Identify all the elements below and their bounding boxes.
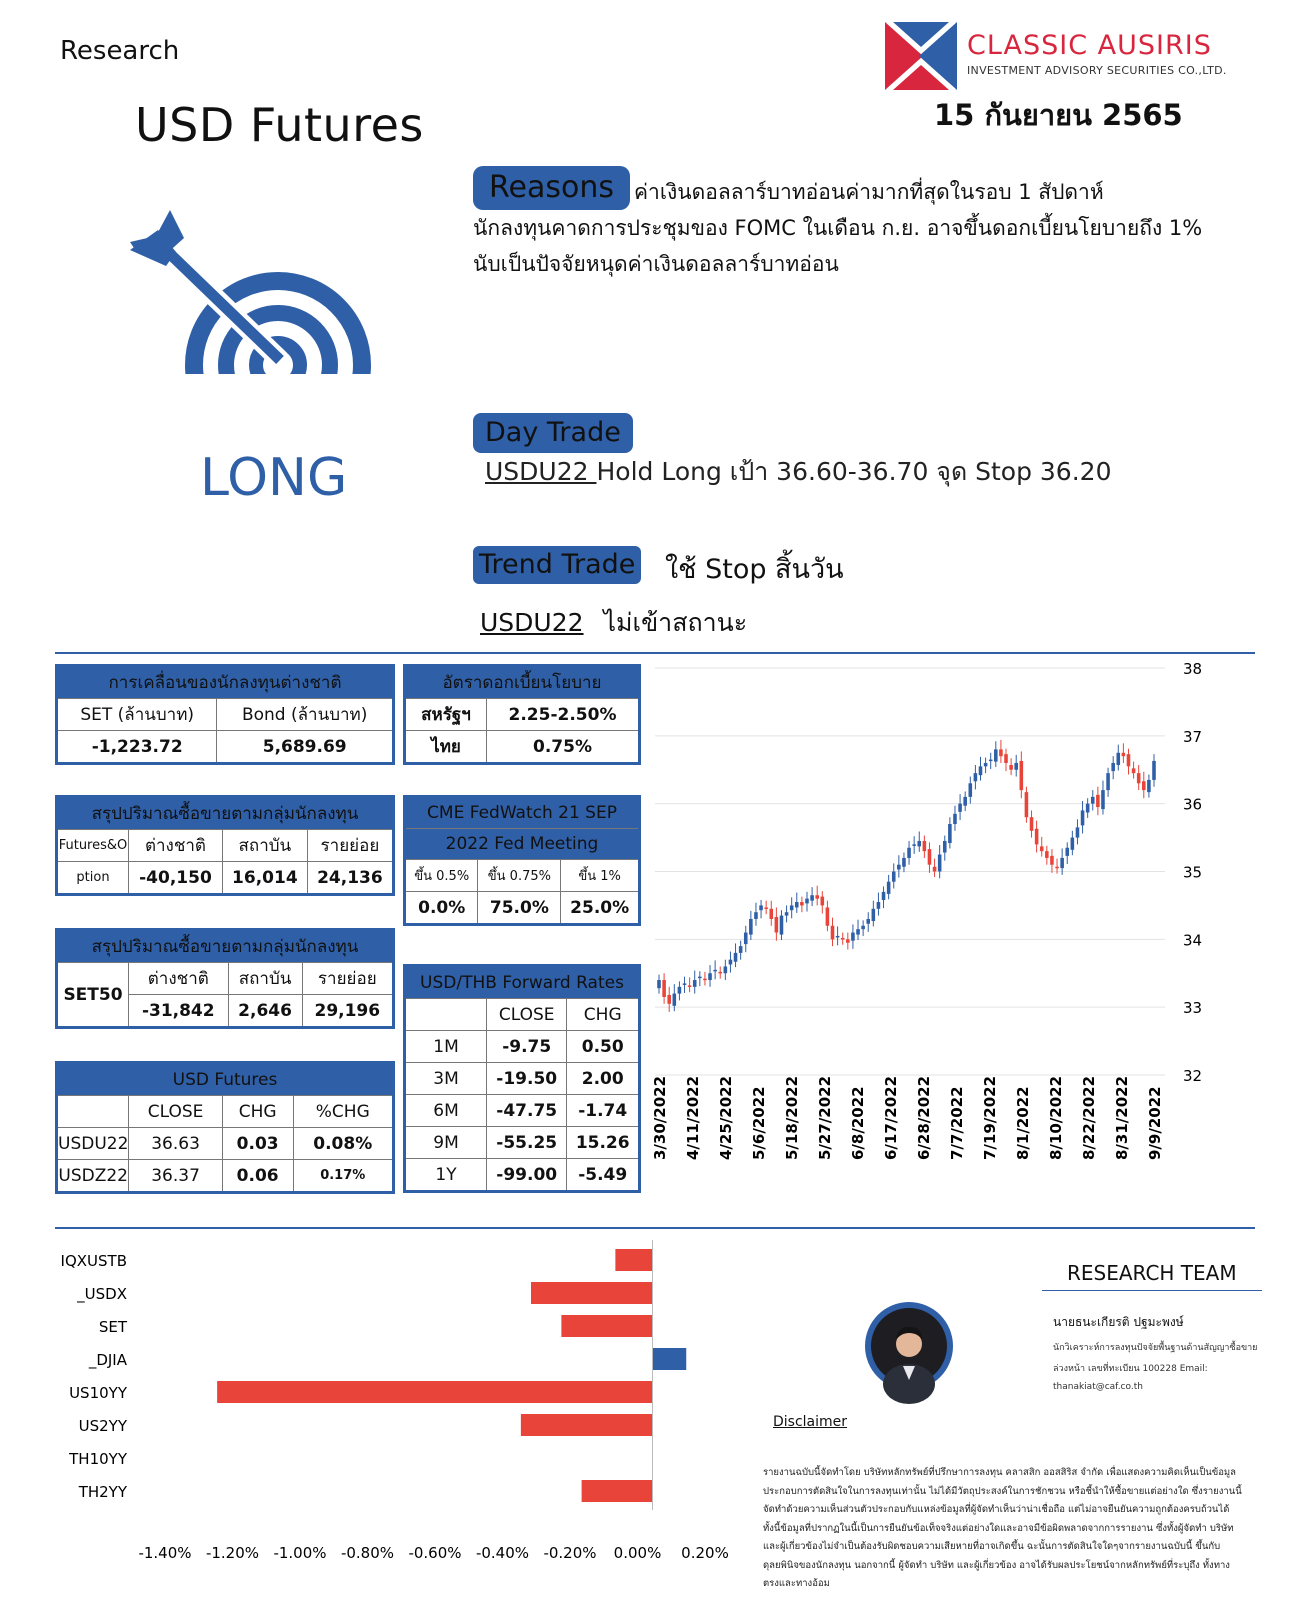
bar-category-label: _DJIA xyxy=(88,1351,127,1369)
candle-body xyxy=(928,849,932,865)
y-tick-label: 33 xyxy=(1183,999,1203,1018)
bar xyxy=(521,1414,653,1436)
analyst-title: นักวิเคราะห์การลงทุนปัจจัยพื้นฐานด้านสัญญาซื้อขาย xyxy=(1053,1343,1258,1353)
table-cell: 2,646 xyxy=(228,995,302,1028)
analyst-email: thanakiat@caf.co.th xyxy=(1053,1382,1143,1392)
day-trade-recommendation xyxy=(485,452,1111,492)
candle-body xyxy=(897,865,901,870)
table-header: รายย่อย xyxy=(307,830,393,862)
table-header: ต่างชาติ xyxy=(129,963,229,995)
table-header: Bond (ล้านบาท) xyxy=(217,699,394,731)
candle-body xyxy=(759,905,763,910)
table-cell: -1,223.72 xyxy=(57,731,217,764)
candle-body xyxy=(810,895,814,900)
table-cell: 15.26 xyxy=(567,1127,640,1159)
x-tick-label: 8/1/2022 xyxy=(1014,1086,1032,1160)
candle-body xyxy=(999,749,1003,756)
candle-body xyxy=(683,983,687,985)
row-label: 3M xyxy=(405,1063,487,1095)
table-cell: -40,150 xyxy=(129,862,223,895)
usdthb-candlestick-chart xyxy=(651,660,1255,1220)
candle-body xyxy=(775,917,779,933)
brand-name: CLASSIC AUSIRIS xyxy=(967,30,1212,61)
candle-body xyxy=(1025,792,1029,817)
candle-body xyxy=(1060,858,1064,868)
y-tick-label: 35 xyxy=(1183,863,1203,882)
candle-body xyxy=(1050,856,1054,865)
bar-category-label: TH2YY xyxy=(78,1483,127,1501)
candle-body xyxy=(1152,761,1156,780)
candle-body xyxy=(764,907,768,909)
table-header: ต่างชาติ xyxy=(129,830,223,862)
table-cell: -47.75 xyxy=(487,1095,567,1127)
usd-futures-table xyxy=(55,1061,395,1194)
x-tick-label: -0.40% xyxy=(475,1544,530,1562)
table-cell: 24,136 xyxy=(307,862,393,895)
candle-body xyxy=(994,749,998,761)
x-tick-label: 6/8/2022 xyxy=(849,1086,867,1160)
candle-body xyxy=(841,938,845,940)
table-header: ขึ้น 0.5% xyxy=(405,860,478,892)
table-header: สถาบัน xyxy=(222,830,307,862)
candle-body xyxy=(943,841,947,853)
row-label: USDZ22 xyxy=(57,1160,129,1193)
day-trade-symbol: USDU22 xyxy=(485,457,597,486)
reason-line: ค่าเงินดอลลาร์บาทอ่อนค่ามากที่สุดในรอบ 1 สัปดาห์ xyxy=(634,180,1104,204)
x-tick-label: 5/18/2022 xyxy=(783,1075,801,1160)
logo-icon xyxy=(885,22,957,90)
table-header: CHG xyxy=(567,999,640,1031)
table-cell: -55.25 xyxy=(487,1127,567,1159)
candle-body xyxy=(1055,867,1059,869)
table-cell: 0.06 xyxy=(222,1160,293,1193)
row-label: 1M xyxy=(405,1031,487,1063)
row-label: 1Y xyxy=(405,1159,487,1192)
candle-body xyxy=(969,783,973,797)
candle-body xyxy=(974,773,978,781)
candle-body xyxy=(724,966,728,973)
y-tick-label: 37 xyxy=(1183,727,1203,746)
candle-body xyxy=(662,980,666,997)
candle-body xyxy=(805,899,809,904)
table-cell: 36.37 xyxy=(129,1160,222,1193)
table-cell: -31,842 xyxy=(129,995,229,1028)
table-cell: 0.03 xyxy=(222,1128,293,1160)
analyst-license: ล่วงหน้า เลขที่ทะเบียน 100228 Email: xyxy=(1053,1364,1208,1374)
row-label: SET50 xyxy=(57,963,129,1028)
candle-body xyxy=(1091,797,1095,804)
candle-body xyxy=(1071,838,1075,850)
candle-body xyxy=(821,897,825,906)
table-header: ขึ้น 0.75% xyxy=(478,860,561,892)
candle-body xyxy=(1106,773,1110,790)
table-title: USD/THB Forward Rates xyxy=(405,966,640,999)
candle-body xyxy=(734,953,738,962)
divider xyxy=(55,652,1255,654)
candle-body xyxy=(785,912,789,915)
x-tick-label: 4/25/2022 xyxy=(717,1075,735,1160)
candle-body xyxy=(693,980,697,987)
x-tick-label: 9/9/2022 xyxy=(1146,1086,1164,1160)
table-cell: 0.0% xyxy=(405,892,478,925)
bar xyxy=(615,1249,652,1271)
table-header: CLOSE xyxy=(129,1096,222,1128)
avatar xyxy=(863,1300,955,1392)
target-arrow-icon xyxy=(130,210,385,375)
candle-body xyxy=(836,936,840,938)
candle-body xyxy=(846,939,850,942)
table-cell: 2.00 xyxy=(567,1063,640,1095)
candle-body xyxy=(933,867,937,872)
table-cell: 2.25-2.50% xyxy=(487,699,640,731)
candle-body xyxy=(948,824,952,843)
candle-body xyxy=(923,841,927,851)
candle-body xyxy=(1086,804,1090,813)
candle-body xyxy=(989,760,993,762)
candle-body xyxy=(887,882,891,894)
candle-body xyxy=(769,909,773,919)
table-cell: 0.17% xyxy=(293,1160,393,1193)
trend-trade-text: ใช้ Stop สิ้นวัน xyxy=(665,554,844,585)
candle-body xyxy=(856,929,860,934)
candle-body xyxy=(729,960,733,965)
candle-body xyxy=(1014,763,1018,770)
foreign-flow-table xyxy=(55,664,395,765)
table-cell: 29,196 xyxy=(302,995,393,1028)
candle-body xyxy=(678,987,682,994)
table-cell: -99.00 xyxy=(487,1159,567,1192)
investor-group-table xyxy=(55,795,395,896)
x-tick-label: 5/6/2022 xyxy=(750,1086,768,1160)
candle-body xyxy=(790,905,794,910)
candle-body xyxy=(882,892,886,900)
table-cell: 36.63 xyxy=(129,1128,222,1160)
x-tick-label: 8/10/2022 xyxy=(1047,1075,1065,1160)
table-header: CLOSE xyxy=(487,999,567,1031)
candle-body xyxy=(744,933,748,945)
candle-body xyxy=(917,841,921,846)
x-tick-label: 5/27/2022 xyxy=(816,1075,834,1160)
x-tick-label: 0.00% xyxy=(613,1544,662,1562)
candle-body xyxy=(938,855,942,872)
market-change-bar-chart xyxy=(55,1240,745,1570)
candle-body xyxy=(1096,795,1100,807)
candle-body xyxy=(1111,763,1115,771)
table-header: รายย่อย xyxy=(302,963,393,995)
x-tick-label: -1.20% xyxy=(205,1544,260,1562)
candle-body xyxy=(907,848,911,858)
candle-body xyxy=(1081,810,1085,825)
table-header: %CHG xyxy=(293,1096,393,1128)
candle-body xyxy=(800,902,804,905)
table-header: SET (ล้านบาท) xyxy=(57,699,217,731)
reason-line: นักลงทุนคาดการประชุมของ FOMC ในเดือน ก.ย. อาจขึ้นดอกเบี้ยนโยบายถึง 1% xyxy=(473,216,1203,240)
bar-category-label: TH10YY xyxy=(69,1450,127,1468)
candle-body xyxy=(718,972,722,974)
candle-body xyxy=(984,763,988,766)
candle-body xyxy=(1065,848,1069,856)
analyst-name: นายธนะเกียรติ ปฐมะพงษ์ xyxy=(1053,1315,1184,1329)
y-tick-label: 34 xyxy=(1183,931,1203,950)
table-cell: 16,014 xyxy=(222,862,307,895)
bar-category-label: IQXUSTB xyxy=(60,1252,127,1270)
candle-body xyxy=(749,919,753,935)
table-subtitle: 2022 Fed Meeting xyxy=(405,829,640,860)
candle-body xyxy=(1004,754,1008,763)
research-team-title: RESEARCH TEAM xyxy=(1067,1261,1237,1285)
candle-body xyxy=(979,766,983,775)
candle-body xyxy=(1076,827,1080,837)
candle-body xyxy=(877,902,881,909)
page-title: USD Futures xyxy=(135,98,424,152)
table-cell: -1.74 xyxy=(567,1095,640,1127)
set50-group-table xyxy=(55,928,395,1029)
x-tick-label: 3/30/2022 xyxy=(651,1075,669,1160)
table-title: สรุปปริมาณซื้อขายตามกลุ่มนักลงทุน xyxy=(57,930,394,963)
candle-body xyxy=(815,895,819,898)
table-title: อัตราดอกเบี้ยนโยบาย xyxy=(405,666,640,699)
candle-body xyxy=(1147,780,1151,792)
bar xyxy=(217,1381,652,1403)
bar xyxy=(582,1480,653,1502)
candle-body xyxy=(1030,817,1034,831)
candle-body xyxy=(703,979,707,981)
candle-body xyxy=(739,946,743,953)
trend-trade-symbol: USDU22 xyxy=(480,608,584,637)
candle-body xyxy=(963,797,967,806)
candle-body xyxy=(1045,851,1049,858)
y-tick-label: 36 xyxy=(1183,795,1203,814)
table-cell: ไทย xyxy=(405,731,487,764)
candle-body xyxy=(795,902,799,907)
candle-body xyxy=(780,916,784,935)
table-cell: 5,689.69 xyxy=(217,731,394,764)
candle-body xyxy=(1116,753,1120,765)
candle-body xyxy=(657,980,661,988)
candle-body xyxy=(667,995,671,1004)
row-label: ption xyxy=(57,862,129,895)
table-cell: 0.50 xyxy=(567,1031,640,1063)
table-cell: 75.0% xyxy=(478,892,561,925)
trend-trade-status: ไม่เข้าสถานะ xyxy=(603,608,748,637)
x-tick-label: 7/19/2022 xyxy=(981,1075,999,1160)
candle-body xyxy=(912,844,916,846)
candle-body xyxy=(1127,754,1131,766)
trend-trade-label: Trend Trade xyxy=(473,546,641,584)
table-cell: 25.0% xyxy=(561,892,640,925)
table-header: ขึ้น 1% xyxy=(561,860,640,892)
candle-body xyxy=(1137,773,1141,783)
x-tick-label: 8/22/2022 xyxy=(1080,1075,1098,1160)
candle-body xyxy=(673,994,677,1006)
candle-body xyxy=(902,858,906,867)
trend-trade-recommendation xyxy=(480,603,747,643)
disclaimer-title: Disclaimer xyxy=(773,1414,848,1430)
candle-body xyxy=(1101,790,1105,809)
divider xyxy=(55,1227,1255,1229)
divider xyxy=(1042,1290,1262,1291)
bar xyxy=(531,1282,653,1304)
brand-subtitle: INVESTMENT ADVISORY SECURITIES CO.,LTD. xyxy=(967,64,1227,77)
y-tick-label: 38 xyxy=(1183,660,1203,678)
candle-body xyxy=(713,970,717,972)
candle-body xyxy=(958,804,962,812)
day-trade-text: Hold Long เป้า 36.60-36.70 จุด Stop 36.20 xyxy=(596,457,1112,486)
row-label: Futures&O xyxy=(57,830,129,862)
row-label: USDU22 xyxy=(57,1128,129,1160)
report-type-label: Research xyxy=(60,36,180,66)
x-tick-label: -0.80% xyxy=(340,1544,395,1562)
candle-body xyxy=(892,872,896,882)
candle-body xyxy=(1132,768,1136,773)
table-cell: -5.49 xyxy=(567,1159,640,1192)
fedwatch-table xyxy=(403,795,641,926)
x-tick-label: 6/17/2022 xyxy=(882,1075,900,1160)
candle-body xyxy=(1020,761,1024,790)
policy-rate-table xyxy=(403,664,641,765)
candle-body xyxy=(1122,753,1126,756)
table-title: การเคลื่อนของนักลงทุนต่างชาติ xyxy=(57,666,394,699)
disclaimer-text: รายงานฉบับนี้จัดทำโดย บริษัทหลักทรัพย์ที่ปรึกษาการลงทุน คลาสสิก ออสสิริส จำกัด เพื่อแสดงความคิดเห็นเป็นข้อมูลประกอบการตัดสินใจในการลงทุนเท่านั้น ไม่ได้มีวัตถุประสงค์ในการชักชวน หรือชี้นำให้ซื้อขายแต่อย่างใด ซึ่งรายงานนี้ จัดทำด้วยความเห็นส่วนตัวประกอบกับแหล่งข้อมูลที่ผู้จัดทำเห็นว่าน่าเชื่อถือ แต่ไม่อาจยืนยันความถูกต้องครบถ้วนได้ ทั้งนี้ข้อมูลที่ปรากฏในนี้เป็นการยืนยันข้อเท็จจริงแต่อย่างใดและอาจมีข้อผิดพลาดจากการรายงาน ซึ่งทั้งผู้จัดทำ บริษัท และผู้เกี่ยวข้องไม่จำเป็นต้องรับผิดชอบความเสียหายที่อาจเกิดขึ้น ฉะนั้นการตัดสินใจใดๆจากรายงานฉบับนี้ ขึ้นกับดุลยพินิจของนักลงทุน นอกจากนี้ ผู้จัดทำ บริษัท และผู้เกี่ยวข้อง อาจได้รับผลประโยชน์จากหลักทรัพย์ที่ระบุถึง ทั้งทางตรงและทางอ้อม xyxy=(763,1467,1242,1589)
x-tick-label: 6/28/2022 xyxy=(915,1075,933,1160)
x-tick-label: -1.40% xyxy=(138,1544,192,1562)
candle-body xyxy=(872,909,876,921)
x-tick-label: 7/7/2022 xyxy=(948,1086,966,1160)
candle-body xyxy=(708,973,712,980)
day-trade-label: Day Trade xyxy=(473,413,633,453)
table-cell: -19.50 xyxy=(487,1063,567,1095)
candle-body xyxy=(1009,765,1013,770)
bar xyxy=(561,1315,652,1337)
x-tick-label: -0.20% xyxy=(543,1544,597,1562)
table-cell: -9.75 xyxy=(487,1031,567,1063)
table-header: สถาบัน xyxy=(228,963,302,995)
position-label: LONG xyxy=(200,448,348,508)
candle-body xyxy=(851,933,855,941)
y-tick-label: 32 xyxy=(1183,1067,1203,1085)
candle-body xyxy=(861,926,865,929)
reason-line: นับเป็นปัจจัยหนุดค่าเงินดอลลาร์บาทอ่อน xyxy=(473,252,839,276)
bar-category-label: US2YY xyxy=(78,1417,127,1435)
table-cell: สหรัฐฯ xyxy=(405,699,487,731)
candle-body xyxy=(953,814,957,824)
x-tick-label: 0.20% xyxy=(681,1544,729,1562)
table-header: CHG xyxy=(222,1096,293,1128)
bar xyxy=(653,1348,687,1370)
row-label: 9M xyxy=(405,1127,487,1159)
row-label: 6M xyxy=(405,1095,487,1127)
x-tick-label: 8/31/2022 xyxy=(1113,1075,1131,1160)
candle-body xyxy=(688,985,692,987)
table-title: สรุปปริมาณซื้อขายตามกลุ่มนักลงทุน xyxy=(57,797,394,830)
table-cell: 0.08% xyxy=(293,1128,393,1160)
candle-body xyxy=(754,912,758,919)
x-tick-label: -0.60% xyxy=(408,1544,462,1562)
forward-rates-table xyxy=(403,964,641,1193)
candle-body xyxy=(1040,846,1044,851)
table-title: CME FedWatch 21 SEP xyxy=(405,797,640,829)
bar-category-label: US10YY xyxy=(69,1384,127,1402)
reasons-label: Reasons xyxy=(473,166,630,210)
candle-body xyxy=(831,926,835,940)
candle-body xyxy=(826,907,830,925)
x-tick-label: 4/11/2022 xyxy=(684,1075,702,1160)
bar-category-label: SET xyxy=(98,1318,127,1336)
bar-category-label: _USDX xyxy=(77,1285,127,1303)
report-date: 15 กันยายน 2565 xyxy=(934,98,1183,132)
candle-body xyxy=(1142,781,1146,790)
table-title: USD Futures xyxy=(57,1063,394,1096)
table-cell: 0.75% xyxy=(487,731,640,764)
candle-body xyxy=(866,919,870,924)
candle-body xyxy=(698,977,702,979)
candle-body xyxy=(1035,829,1039,845)
x-tick-label: -1.00% xyxy=(273,1544,327,1562)
